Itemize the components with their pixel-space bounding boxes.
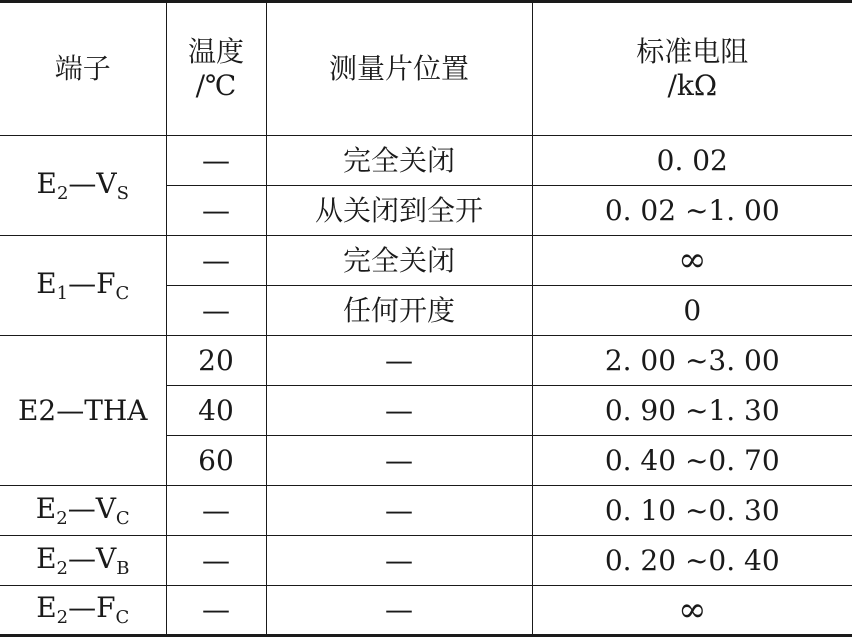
temp-cell: —: [166, 286, 266, 336]
position-cell: —: [266, 336, 532, 386]
resistance-cell: 0. 10 ~0. 30: [532, 486, 852, 536]
temp-cell: —: [166, 536, 266, 586]
terminal-cell: $E_2—V_S$: [0, 136, 166, 236]
position-cell: —: [266, 386, 532, 436]
terminal-cell: $E_1—F_C$: [0, 236, 166, 336]
position-cell: —: [266, 486, 532, 536]
table-row: [0, 236, 852, 286]
position-cell: —: [266, 436, 532, 486]
resistance-cell: ∞: [532, 236, 852, 286]
terminal-cell: $E_2—F_C$: [0, 586, 166, 636]
table-row: [0, 536, 852, 586]
resistance-cell: ∞: [532, 586, 852, 636]
position-cell: —: [266, 586, 532, 636]
resistance-cell: 0. 02 ~1. 00: [532, 186, 852, 236]
table-row: [0, 136, 852, 186]
header-row: [0, 2, 852, 136]
resistance-cell: 0. 40 ~0. 70: [532, 436, 852, 486]
temp-cell: 60: [166, 436, 266, 486]
header-temperature: 温度 /℃: [166, 2, 266, 136]
temp-cell: —: [166, 486, 266, 536]
resistance-cell: 0. 90 ~1. 30: [532, 386, 852, 436]
position-cell: —: [266, 536, 532, 586]
table-row: [0, 336, 852, 386]
table-row: [0, 586, 852, 636]
position-cell: 任何开度: [266, 286, 532, 336]
temp-cell: 20: [166, 336, 266, 386]
position-cell: 完全关闭: [266, 136, 532, 186]
header-resistance: 标准电阻 /kΩ: [532, 2, 852, 136]
header-position: 测量片位置: [266, 2, 532, 136]
terminal-cell: E2—THA: [0, 336, 166, 486]
header-terminal: 端子: [0, 2, 166, 136]
table-row: [0, 486, 852, 536]
temp-cell: 40: [166, 386, 266, 436]
resistance-cell: 2. 00 ~3. 00: [532, 336, 852, 386]
temp-cell: —: [166, 586, 266, 636]
resistance-cell: 0. 20 ~0. 40: [532, 536, 852, 586]
temp-cell: —: [166, 136, 266, 186]
temp-cell: —: [166, 186, 266, 236]
position-cell: 完全关闭: [266, 236, 532, 286]
resistance-cell: 0. 02: [532, 136, 852, 186]
position-cell: 从关闭到全开: [266, 186, 532, 236]
resistance-cell: 0: [532, 286, 852, 336]
terminal-cell: $E_2—V_B$: [0, 536, 166, 586]
terminal-cell: $E_2—V_C$: [0, 486, 166, 536]
temp-cell: —: [166, 236, 266, 286]
